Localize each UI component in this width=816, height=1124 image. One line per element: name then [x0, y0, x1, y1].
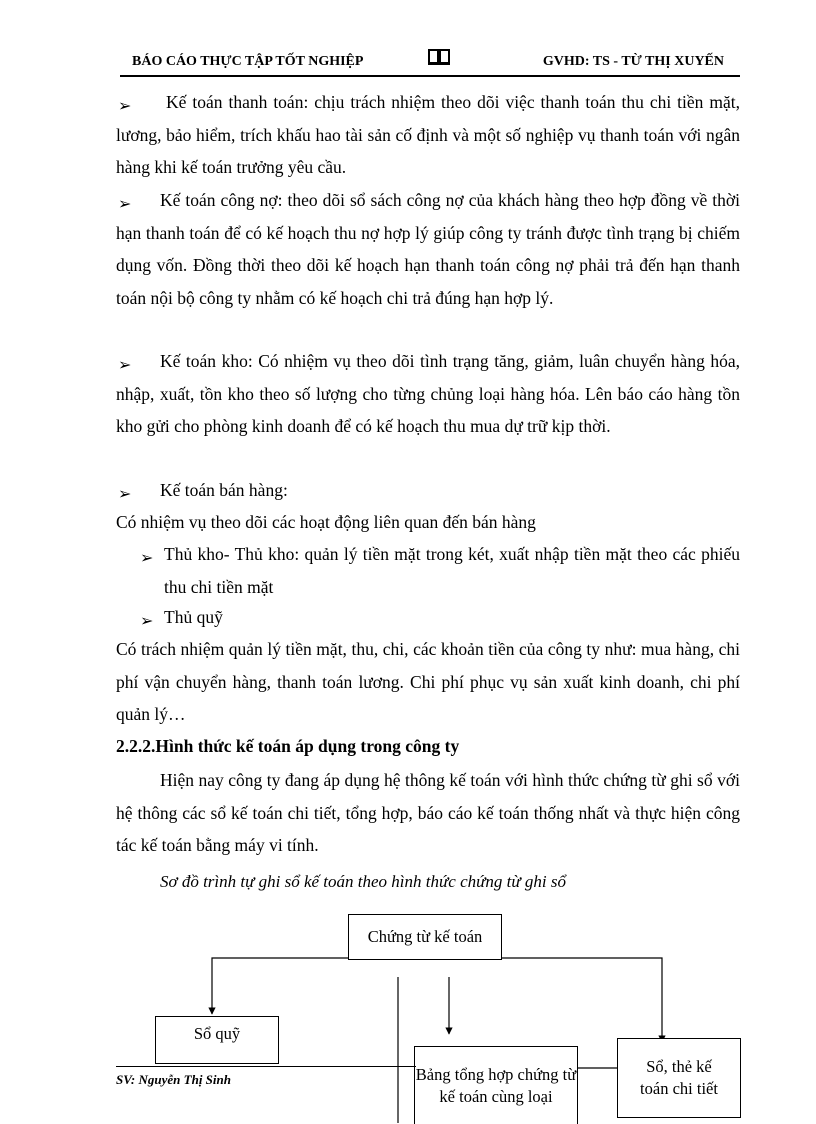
bullet-arrow-icon: ➢ — [140, 550, 154, 567]
section-heading: 2.2.2.Hình thức kế toán áp dụng trong công ty — [116, 736, 460, 756]
diagram-caption: Sơ đồ trình tự ghi sổ kế toán theo hình thức chứng từ ghi sổ — [160, 872, 566, 891]
node-accounting-vouchers: Chứng từ kế toán — [348, 914, 502, 960]
paragraph-sales-duties: Có nhiệm vụ theo dõi các hoạt động liên quan đến bán hàng — [116, 512, 536, 532]
bullet-arrow-icon: ➢ — [140, 613, 154, 630]
node-cash-book: Sổ quỹ — [155, 1016, 279, 1064]
paragraph-cashier-duties: Có trách nhiệm quản lý tiền mặt, thu, chi, các khoản tiền của công ty như: mua hàng, chi phí vận chuyển hàng, thanh toán lương. Chi phí phục vụ sản xuất kinh doanh, chi phí quản lý… — [116, 639, 740, 724]
bullet-arrow-icon: ➢ — [118, 486, 132, 503]
paragraph-cashier: Thủ quỹ — [164, 607, 223, 627]
paragraph-storekeeper: Thủ kho- Thủ kho: quản lý tiền mặt trong két, xuất nhập tiền mặt theo các phiếu thu chi tiền mặt — [164, 544, 740, 597]
node-detail-ledger: Sổ, thẻ kế toán chi tiết — [617, 1038, 741, 1118]
report-title: BÁO CÁO THỰC TẬP TỐT NGHIỆP — [132, 54, 364, 69]
connector-source-to-cash — [212, 958, 348, 1014]
connector-source-to-detail — [500, 958, 662, 1042]
footer-divider — [116, 1066, 416, 1067]
paragraph-debt-accountant: Kế toán công nợ: theo dõi sổ sách công nợ của khách hàng theo hợp đồng về thời hạn thanh toán để có kế hoạch thu nợ hợp lý giúp công ty tránh được tình trạng bị chiếm dụng vốn. Đồng thời theo dõi kế hoạch hạn thanh toán công nợ phải trả đến hạn thanh toán nội bộ công ty nhằm có kế hoạch chi trả đúng hạn hợp lý. — [116, 190, 740, 308]
supervisor-label: GVHD: TS - TỪ THỊ XUYẾN — [542, 54, 724, 69]
paragraph-accounting-form: Hiện nay công ty đang áp dụng hệ thông kế toán với hình thức chứng từ ghi sổ với hệ thông các sổ kế toán chi tiết, tổng hợp, báo cáo kế toán thống nhất và thực hiện công tác kế toán bằng máy vi tính. — [116, 770, 740, 855]
paragraph-warehouse-accountant: Kế toán kho: Có nhiệm vụ theo dõi tình trạng tăng, giảm, luân chuyển hàng hóa, nhập, xuất, tồn kho theo số lượng cho từng chủng loại hàng hóa. Lên báo cáo hàng tồn kho gửi cho phòng kinh doanh để có kế hoạch thu mua dự trữ kịp thời. — [116, 351, 740, 436]
bullet-arrow-icon: ➢ — [118, 98, 132, 115]
bullet-arrow-icon: ➢ — [118, 357, 132, 374]
student-name: SV: Nguyễn Thị Sinh — [116, 1072, 231, 1087]
node-voucher-summary: Bảng tổng hợp chứng từ kế toán cùng loại — [414, 1046, 578, 1124]
paragraph-payment-accountant: Kế toán thanh toán: chịu trách nhiệm theo dõi việc thanh toán thu chi tiền mặt, lương, bảo hiểm, trích khấu hao tài sản cố định và một số nghiệp vụ thanh toán với ngân hàng khi kế toán trưởng yêu cầu. — [116, 92, 740, 177]
bullet-arrow-icon: ➢ — [118, 196, 132, 213]
paragraph-sales-accountant: Kế toán bán hàng: — [160, 480, 288, 500]
